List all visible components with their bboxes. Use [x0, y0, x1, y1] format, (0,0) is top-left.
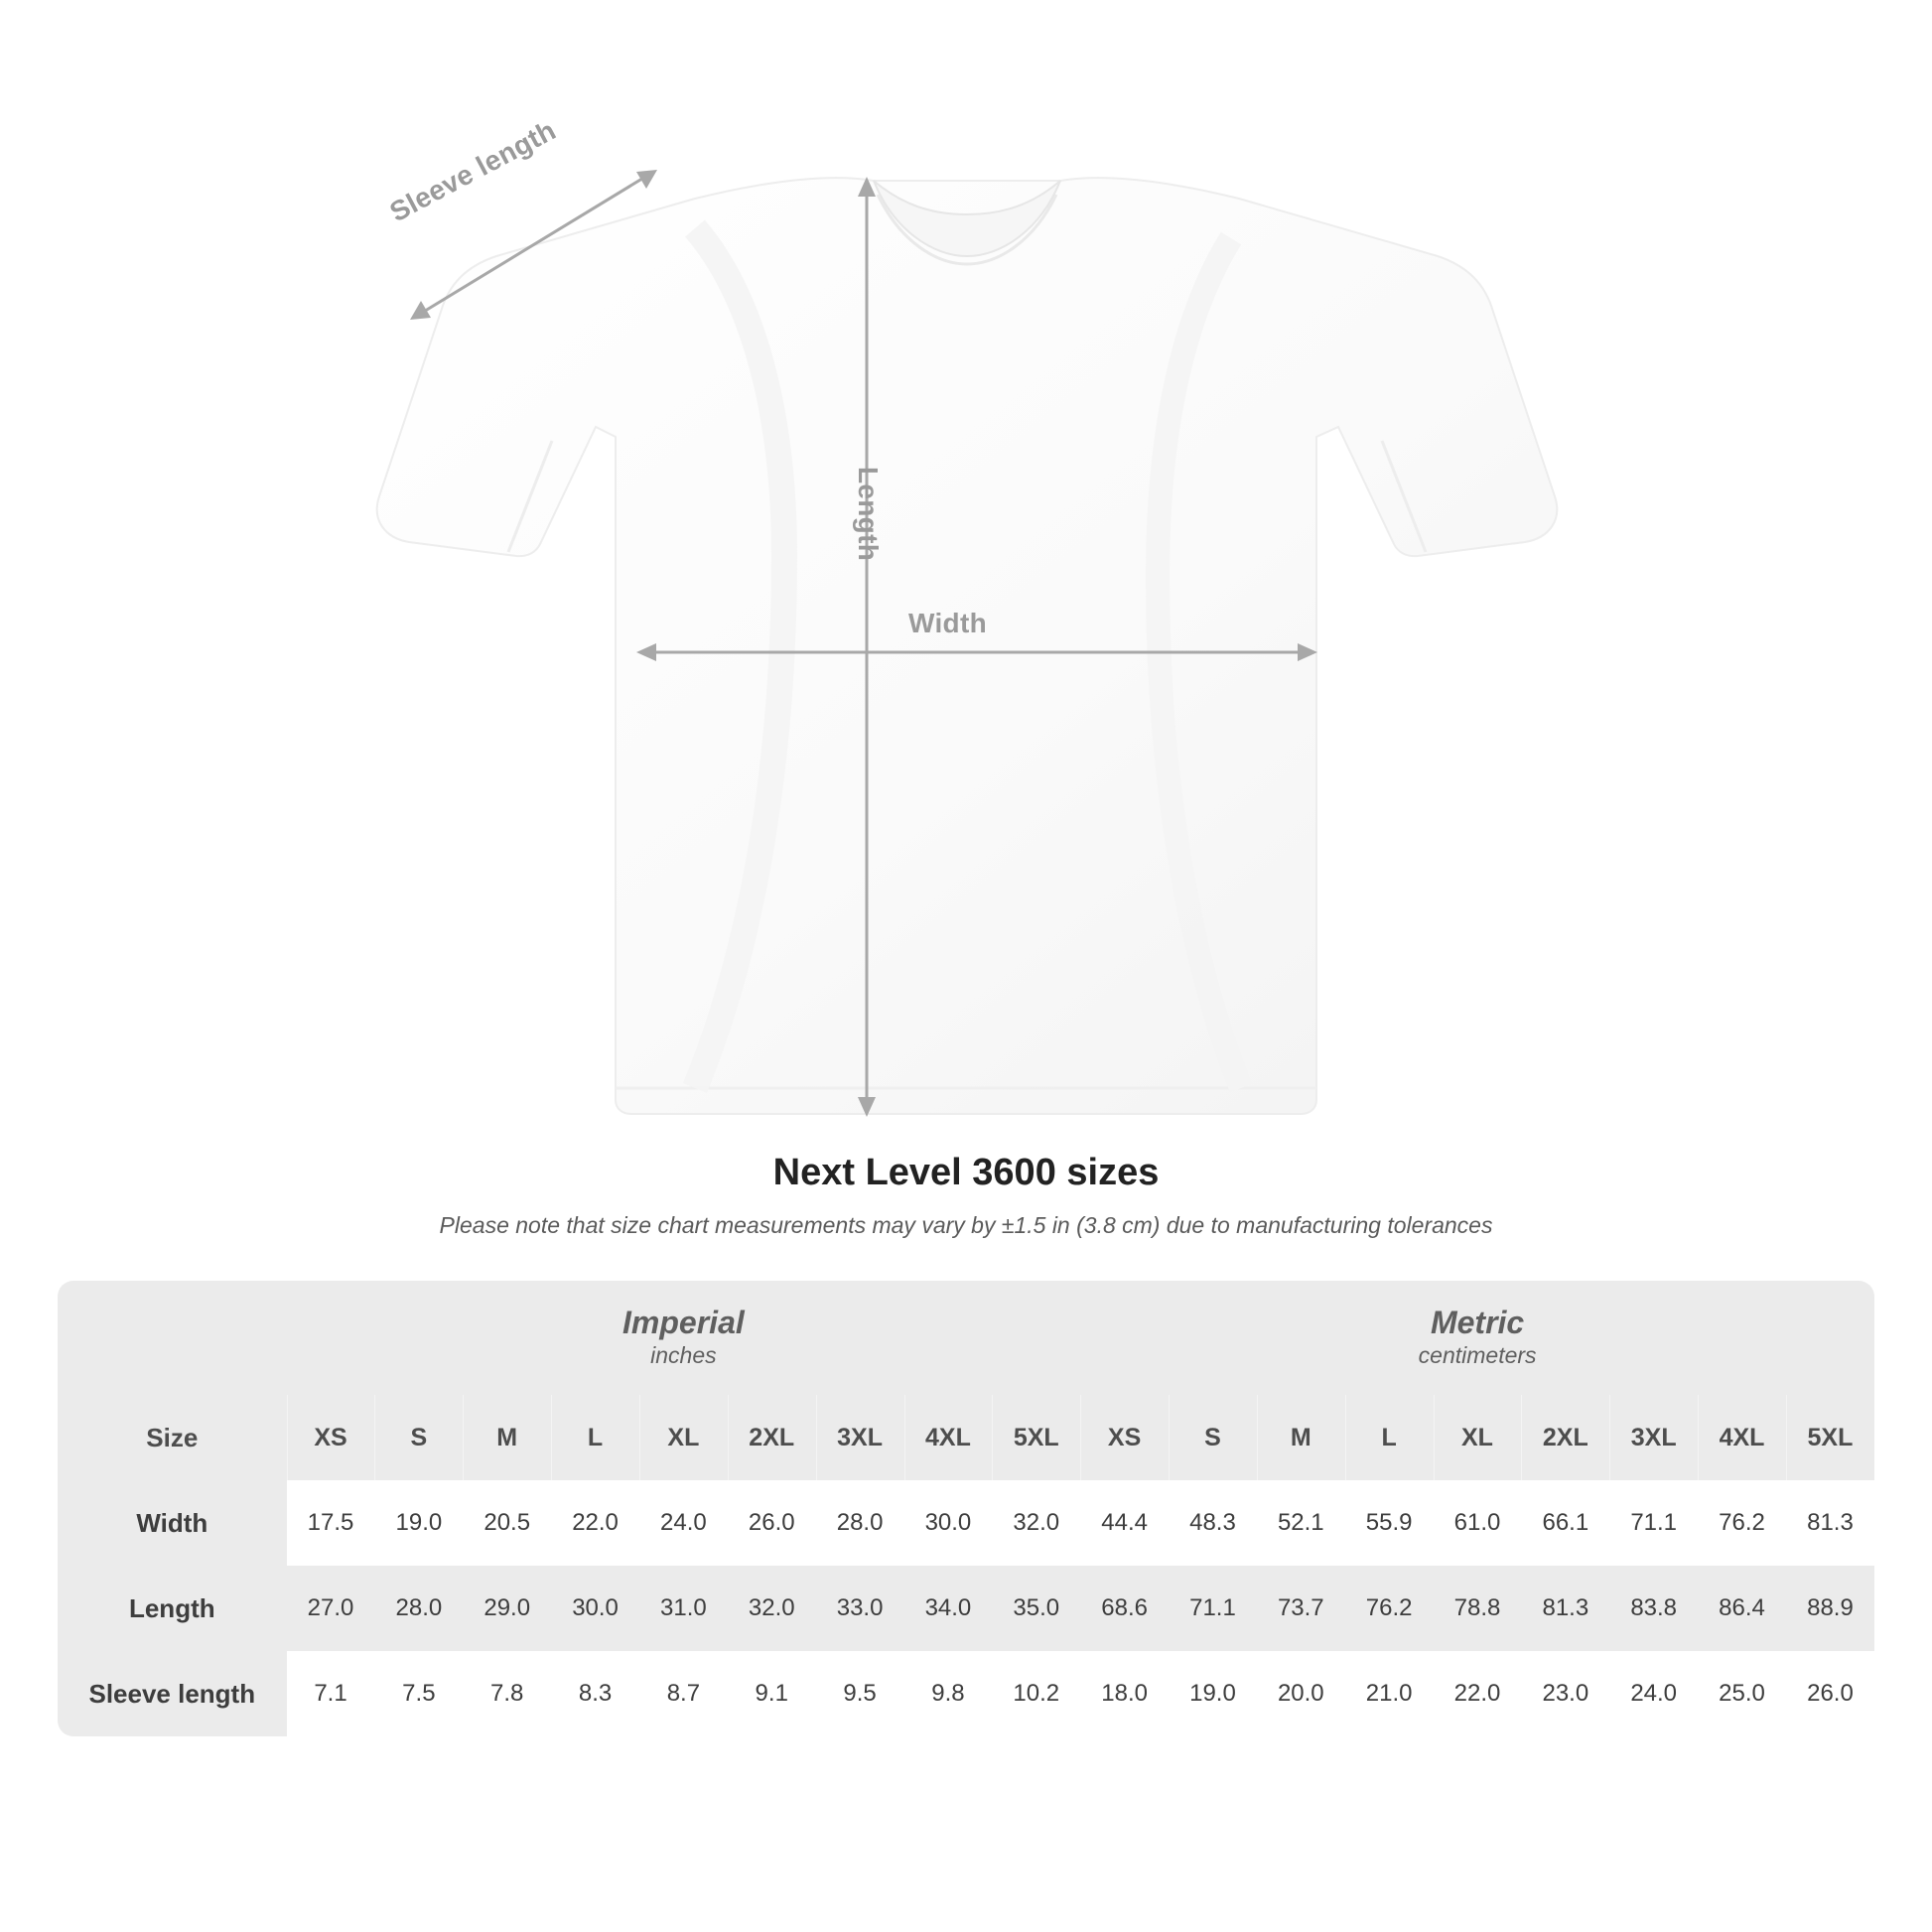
imperial-sub: inches: [650, 1341, 717, 1368]
sleeve-imp-0: 7.1: [287, 1651, 375, 1736]
size-header-imp-1: S: [374, 1395, 463, 1480]
size-chart-table-wrapper: [58, 1281, 1874, 1736]
width-met-5: 66.1: [1521, 1480, 1609, 1566]
page-title: Next Level 3600 sizes: [772, 1152, 1160, 1193]
width-met-7: 76.2: [1698, 1480, 1786, 1566]
sleeve-imp-3: 8.3: [551, 1651, 639, 1736]
width-imp-0: 17.5: [287, 1480, 375, 1566]
size-header-row: [58, 1395, 1874, 1480]
width-met-8: 81.3: [1786, 1480, 1874, 1566]
width-imp-2: 20.5: [463, 1480, 551, 1566]
row-label-width: Width: [58, 1480, 287, 1566]
table-row-length: [58, 1566, 1874, 1651]
size-header-imp-5: 2XL: [728, 1395, 816, 1480]
sleeve-met-1: 19.0: [1169, 1651, 1257, 1736]
sleeve-met-0: 18.0: [1080, 1651, 1169, 1736]
sleeve-met-4: 22.0: [1434, 1651, 1522, 1736]
length-met-0: 68.6: [1080, 1566, 1169, 1651]
length-met-6: 83.8: [1609, 1566, 1698, 1651]
width-imp-5: 26.0: [728, 1480, 816, 1566]
width-met-1: 48.3: [1169, 1480, 1257, 1566]
width-met-6: 71.1: [1609, 1480, 1698, 1566]
title-block: [0, 1152, 1932, 1239]
size-header-met-6: 3XL: [1609, 1395, 1698, 1480]
width-imp-1: 19.0: [374, 1480, 463, 1566]
size-chart-table: [58, 1281, 1874, 1736]
size-header-imp-8: 5XL: [992, 1395, 1080, 1480]
sleeve-met-8: 26.0: [1786, 1651, 1874, 1736]
metric-sub: centimeters: [1418, 1341, 1537, 1368]
width-met-2: 52.1: [1257, 1480, 1345, 1566]
sleeve-length-label: Sleeve length: [384, 114, 561, 228]
unit-header-row: [58, 1281, 1874, 1395]
tolerance-note: Please note that size chart measurements may vary by ±1.5 in (3.8 cm) due to manufacturing tolerances: [439, 1212, 1493, 1238]
length-met-5: 81.3: [1521, 1566, 1609, 1651]
length-imp-4: 31.0: [639, 1566, 728, 1651]
sleeve-imp-7: 9.8: [904, 1651, 993, 1736]
length-imp-2: 29.0: [463, 1566, 551, 1651]
size-header-met-8: 5XL: [1786, 1395, 1874, 1480]
table-row-width: [58, 1480, 1874, 1566]
size-header-met-0: XS: [1080, 1395, 1169, 1480]
sleeve-met-3: 21.0: [1345, 1651, 1434, 1736]
width-met-0: 44.4: [1080, 1480, 1169, 1566]
length-met-4: 78.8: [1434, 1566, 1522, 1651]
length-label: Length: [853, 467, 884, 562]
length-imp-3: 30.0: [551, 1566, 639, 1651]
row-label-size: Size: [58, 1395, 287, 1480]
row-label-sleeve-length: Sleeve length: [58, 1651, 287, 1736]
length-met-2: 73.7: [1257, 1566, 1345, 1651]
size-header-imp-7: 4XL: [904, 1395, 993, 1480]
length-imp-1: 28.0: [374, 1566, 463, 1651]
table-row-sleeve-length: [58, 1651, 1874, 1736]
width-label: Width: [908, 608, 987, 638]
size-header-imp-2: M: [463, 1395, 551, 1480]
sleeve-imp-4: 8.7: [639, 1651, 728, 1736]
width-imp-3: 22.0: [551, 1480, 639, 1566]
length-imp-7: 34.0: [904, 1566, 993, 1651]
width-imp-4: 24.0: [639, 1480, 728, 1566]
size-header-met-7: 4XL: [1698, 1395, 1786, 1480]
sleeve-met-2: 20.0: [1257, 1651, 1345, 1736]
length-met-8: 88.9: [1786, 1566, 1874, 1651]
sleeve-imp-8: 10.2: [992, 1651, 1080, 1736]
length-imp-5: 32.0: [728, 1566, 816, 1651]
metric-name: Metric: [1430, 1305, 1525, 1341]
unit-header-spacer: [58, 1281, 287, 1395]
unit-header-metric: [1080, 1281, 1874, 1395]
width-imp-6: 28.0: [816, 1480, 904, 1566]
sleeve-met-6: 24.0: [1609, 1651, 1698, 1736]
sleeve-met-7: 25.0: [1698, 1651, 1786, 1736]
length-met-3: 76.2: [1345, 1566, 1434, 1651]
unit-header-imperial: [287, 1281, 1081, 1395]
length-imp-8: 35.0: [992, 1566, 1080, 1651]
sleeve-imp-2: 7.8: [463, 1651, 551, 1736]
sleeve-imp-6: 9.5: [816, 1651, 904, 1736]
length-imp-0: 27.0: [287, 1566, 375, 1651]
sleeve-imp-5: 9.1: [728, 1651, 816, 1736]
width-met-4: 61.0: [1434, 1480, 1522, 1566]
imperial-name: Imperial: [622, 1305, 745, 1341]
size-header-met-4: XL: [1434, 1395, 1522, 1480]
length-imp-6: 33.0: [816, 1566, 904, 1651]
length-met-1: 71.1: [1169, 1566, 1257, 1651]
sleeve-met-5: 23.0: [1521, 1651, 1609, 1736]
size-header-imp-4: XL: [639, 1395, 728, 1480]
width-imp-7: 30.0: [904, 1480, 993, 1566]
width-met-3: 55.9: [1345, 1480, 1434, 1566]
size-header-met-2: M: [1257, 1395, 1345, 1480]
sleeve-imp-1: 7.5: [374, 1651, 463, 1736]
size-header-met-5: 2XL: [1521, 1395, 1609, 1480]
size-header-imp-0: XS: [287, 1395, 375, 1480]
size-header-imp-3: L: [551, 1395, 639, 1480]
row-label-length: Length: [58, 1566, 287, 1651]
size-header-met-1: S: [1169, 1395, 1257, 1480]
size-header-imp-6: 3XL: [816, 1395, 904, 1480]
length-met-7: 86.4: [1698, 1566, 1786, 1651]
size-header-met-3: L: [1345, 1395, 1434, 1480]
width-imp-8: 32.0: [992, 1480, 1080, 1566]
